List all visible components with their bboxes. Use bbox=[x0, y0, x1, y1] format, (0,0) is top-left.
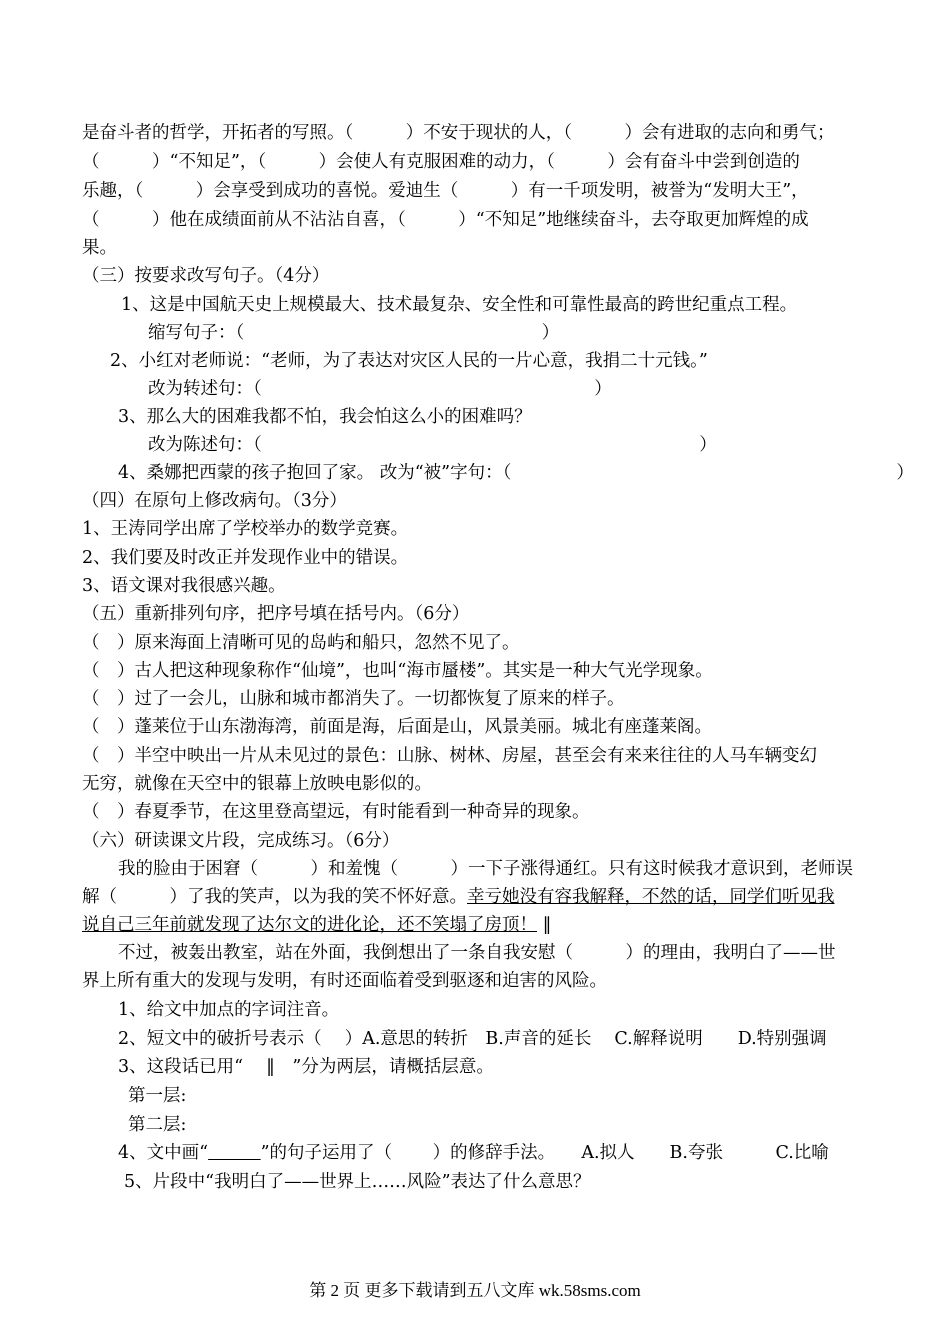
section-6-q2: 2、短文中的破折号表示（ ）A.意思的转折 B.声音的延长 C.解释说明 D.特别强调 bbox=[118, 1029, 827, 1049]
passage-underlined-sentence: 幸亏她没有容我解释，不然的话，同学们听见我 bbox=[467, 887, 835, 907]
section-6-heading: （六）研读课文片段，完成练习。（6分） bbox=[82, 831, 400, 851]
section-6-layer-2: 第二层: bbox=[128, 1115, 187, 1135]
section-4-heading: （四）在原句上修改病句。（3分） bbox=[82, 491, 347, 511]
section-5-item-4: （ ）蓬莱位于山东渤海湾，前面是海，后面是山，风景美丽。城北有座蓬莱阁。 bbox=[82, 717, 712, 737]
section-3-q1: 1、这是中国航天史上规模最大、技术最复杂、安全性和可靠性最高的跨世纪重点工程。 bbox=[121, 295, 798, 315]
section-5-item-5a: （ ）半空中映出一片从未见过的景色：山脉、树林、房屋，甚至会有来来往往的人马车辆变幻 bbox=[82, 746, 817, 766]
underline-sample bbox=[208, 1143, 261, 1163]
layer-divider-mark: ‖ bbox=[537, 915, 552, 935]
section-6-q4-rest: ”的句子运用了（ ）的修辞手法。 A.拟人 B.夸张 C.比喻 bbox=[260, 1143, 829, 1163]
section-3-q3-answer: 改为陈述句：（ ） bbox=[148, 435, 717, 455]
para1-line-5: 果。 bbox=[82, 238, 117, 258]
section-3-heading: （三）按要求改写句子。（4分） bbox=[82, 266, 330, 286]
section-4-q2: 2、我们要及时改正并发现作业中的错误。 bbox=[82, 548, 409, 568]
section-6-layer-1: 第一层: bbox=[128, 1086, 187, 1106]
passage-underlined-sentence-end: 说自己三年前就发现了达尔文的进化论，还不笑塌了房顶！ bbox=[82, 915, 537, 935]
section-6-q5: 5、片段中“我明白了——世界上……风险”表达了什么意思？ bbox=[124, 1172, 591, 1192]
section-3-q3: 3、那么大的困难我都不怕，我会怕这么小的困难吗？ bbox=[118, 407, 532, 427]
section-5-item-5b: 无穷，就像在天空中的银幕上放映电影似的。 bbox=[82, 774, 432, 794]
para1-line-3: 乐趣，（ ）会享受到成功的喜悦。爱迪生（ ）有一千项发明，被誉为“发明大王”， bbox=[82, 181, 809, 201]
para1-line-4: （ ）他在成绩面前从不沾沾自喜，（ ）“不知足”地继续奋斗，去夺取更加辉煌的成 bbox=[82, 210, 809, 230]
section-4-q3: 3、语文课对我很感兴趣。 bbox=[82, 576, 286, 596]
para1-line-2: （ ）“不知足”，（ ）会使人有克服困难的动力，（ ）会有奋斗中尝到创造的 bbox=[82, 152, 800, 172]
section-4-q1: 1、王涛同学出席了学校举办的数学竞赛。 bbox=[82, 519, 409, 539]
section-6-q4 bbox=[118, 1140, 829, 1166]
section-5-item-3: （ ）过了一会儿，山脉和城市都消失了。一切都恢复了原来的样子。 bbox=[82, 689, 625, 709]
passage-line-3 bbox=[82, 912, 551, 938]
section-5-item-6: （ ）春夏季节，在这里登高望远，有时能看到一种奇异的现象。 bbox=[82, 802, 590, 822]
passage-line-2-plain: 解（ ）了我的笑声，以为我的笑不怀好意。 bbox=[82, 887, 467, 907]
section-6-q1: 1、给文中加点的字词注音。 bbox=[118, 1000, 340, 1020]
section-5-heading: （五）重新排列句序，把序号填在括号内。（6分） bbox=[82, 604, 470, 624]
section-5-item-2: （ ）古人把这种现象称作“仙境”，也叫“海市蜃楼”。其实是一种大气光学现象。 bbox=[82, 661, 713, 681]
section-6-q3: 3、这段话已用“ ‖ ”分为两层，请概括层意。 bbox=[118, 1057, 494, 1077]
section-3-q4: 4、桑娜把西蒙的孩子抱回了家。 改为“被”字句：（ ） bbox=[118, 463, 914, 483]
passage-line-5: 界上所有重大的发现与发明，有时还面临着受到驱逐和迫害的风险。 bbox=[82, 971, 607, 991]
section-3-q2: 2、小红对老师说：“老师，为了表达对灾区人民的一片心意，我捐二十元钱。” bbox=[110, 351, 708, 371]
section-3-q1-answer: 缩写句子：（ ） bbox=[148, 323, 560, 343]
passage-line-1: 我的脸由于困窘（ ）和羞愧（ ）一下子涨得通红。只有这时候我才意识到，老师误 bbox=[118, 859, 853, 879]
passage-line-2 bbox=[82, 884, 835, 910]
section-5-item-1: （ ）原来海面上清晰可见的岛屿和船只，忽然不见了。 bbox=[82, 633, 520, 653]
passage-line-4: 不过，被轰出教室，站在外面，我倒想出了一条自我安慰（ ）的理由，我明白了——世 bbox=[118, 943, 836, 963]
page-footer: 第 2 页 更多下载请到五八文库 wk.58sms.com bbox=[309, 1281, 641, 1300]
section-6-q4-prefix: 4、文中画“ bbox=[118, 1143, 209, 1163]
para1-line-1: 是奋斗者的哲学，开拓者的写照。（ ）不安于现状的人，（ ）会有进取的志向和勇气； bbox=[82, 123, 835, 143]
section-3-q2-answer: 改为转述句：（ ） bbox=[148, 379, 612, 399]
